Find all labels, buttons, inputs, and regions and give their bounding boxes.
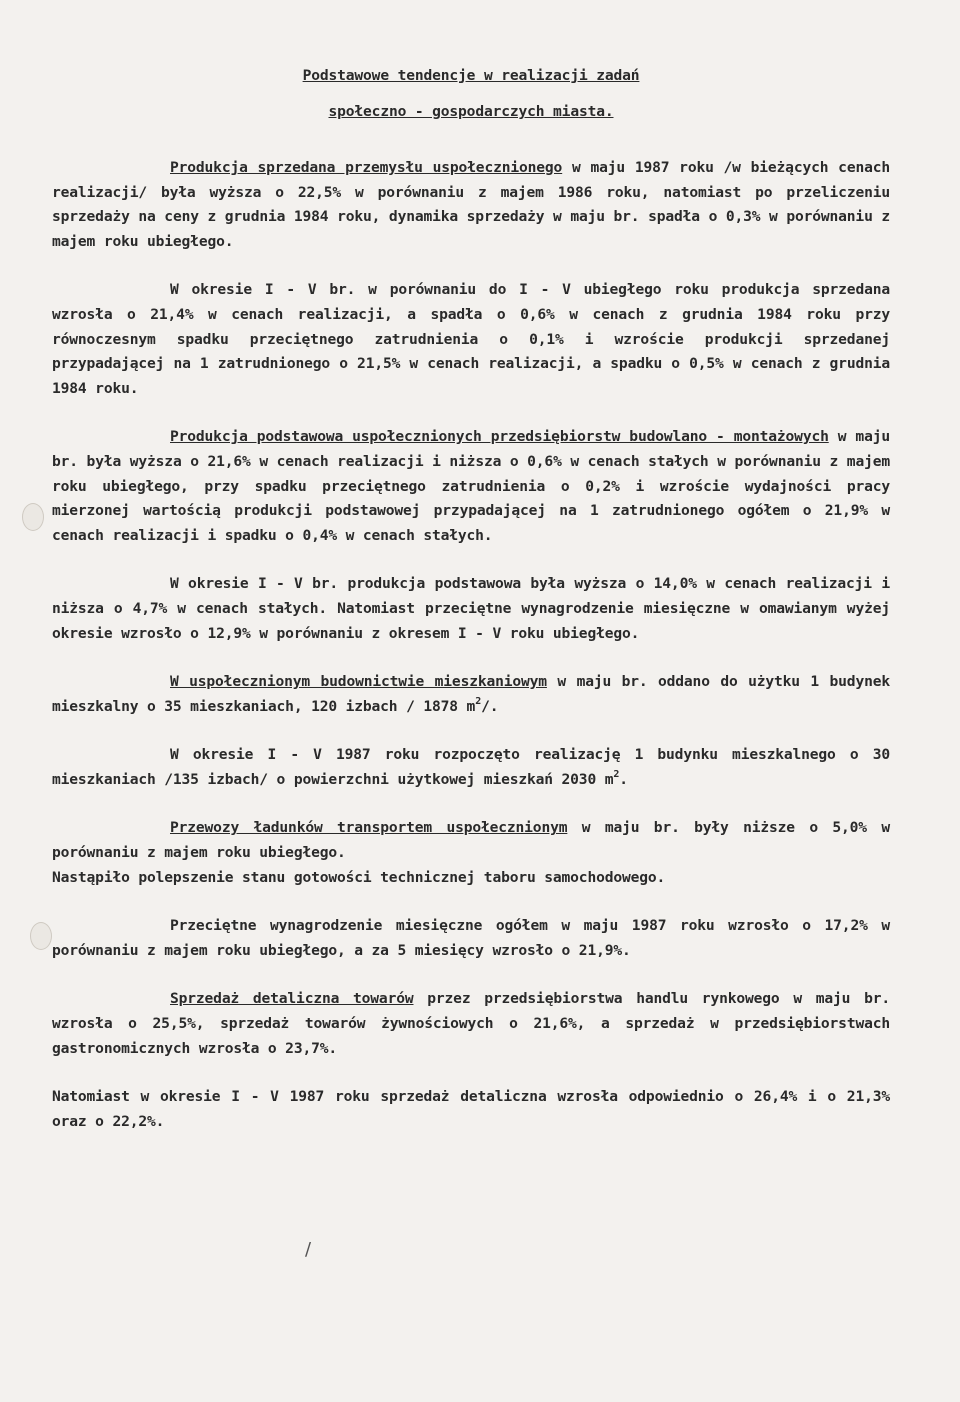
paragraph-tail: . (619, 770, 628, 788)
paragraph-retail-period (52, 1085, 890, 1134)
paragraph-body: W okresie I - V br. produkcja podstawowa była wyższa o 14,0% w cenach realizacji i niższa o 4,7% w cenach stałych. Natomiast przeciętne wynagrodzenie miesięczne w omawianym wyżej okresie wzrosło o 12,9% w porównaniu z okresem I - V roku ubiegłego. (52, 575, 890, 642)
paragraph-body: w maju br. były niższe o 5,0% w porównaniu z majem roku ubiegłego. (52, 819, 891, 862)
paragraph-industry-period (52, 278, 890, 401)
paragraph-tail: /. (481, 697, 499, 715)
paragraph-body: Przeciętne wynagrodzenie miesięczne ogółem w maju 1987 roku wzrosło o 17,2% w porównaniu z majem roku ubiegłego, a za 5 miesięcy wzrosło o 21,9%. (52, 917, 890, 959)
paragraph-construction-production (52, 425, 890, 548)
paragraph-lead: Produkcja sprzedana przemysłu uspołecznionego (170, 159, 563, 176)
superscript: 2 (475, 695, 482, 707)
document-title (52, 58, 890, 130)
paragraph-body: w maju br. była wyższa o 21,6% w cenach realizacji i niższa o 0,6% w cenach stałych w porównaniu z majem roku ubiegłego, przy spadku przeciętnego zatrudnienia o 0,2% i wzroście wydajności pracy mierzonej wartością produkcji podstawowej przypadającej na 1 zatrudnionego ogółem o 21,9% w cenach realizacji i spadku o 0,4% w cenach stałych. (52, 428, 890, 544)
paragraph-body: Natomiast w okresie I - V 1987 roku sprzedaż detaliczna wzrosła odpowiednio o 26,4% i o 21,3% oraz o 22,2%. (52, 1088, 890, 1130)
margin-mark: / (305, 1239, 311, 1260)
paragraph-lead: W uspołecznionym budownictwie mieszkaniowym (170, 673, 547, 691)
paragraph-body: Nastąpiło polepszenie stanu gotowości technicznej taboru samochodowego. (52, 868, 666, 886)
paragraph-body: przez przedsiębiorstwa handlu rynkowego w maju br. wzrosła o 25,5%, sprzedaż towarów żywnościowych o 21,6%, a sprzedaż w przedsiębiorstwach gastronomicznych wzrosła o 23,7%. (52, 990, 890, 1057)
superscript: 2 (613, 768, 620, 780)
punch-hole (22, 503, 44, 531)
paragraph-transport-note (52, 866, 890, 891)
paragraph-housing-may (52, 670, 890, 719)
paragraph-lead: Sprzedaż detaliczna towarów (170, 990, 414, 1008)
punch-hole (30, 922, 52, 950)
paragraph-body: w maju br. oddano do użytku 1 budynek mieszkalny o 35 mieszkaniach, 120 izbach / 1878 m (52, 673, 890, 715)
paragraph-industry-production (52, 156, 890, 254)
paragraph-housing-period (52, 743, 890, 792)
paragraph-body: W okresie I - V br. w porównaniu do I - V ubiegłego roku produkcja sprzedana wzrosła o 21,4% w cenach realizacji, a spadła o 0,6% w cenach z grudnia 1984 roku przy równoczesnym spadku przeciętnego zatrudnienia o 0,1% i wzroście produkcji sprzedanej przypadającej na 1 zatrudnionego o 21,5% w cenach realizacji, a spadku o 0,5% w cenach z grudnia 1984 roku. (52, 281, 890, 397)
paragraph-lead: Przewozy ładunków transportem uspołecznionym (170, 819, 568, 837)
paragraph-transport (52, 816, 890, 865)
paragraph-body: w maju 1987 roku /w bieżących cenach realizacji/ była wyższa o 22,5% w porównaniu z majem 1986 roku, natomiast po przeliczeniu sprzedaży na ceny z grudnia 1984 roku, dynamika sprzedaży w maju br. spadła o 0,3% w porównaniu z majem roku ubiegłego. (52, 159, 890, 250)
paragraph-body: W okresie I - V 1987 roku rozpoczęto realizację 1 budynku mieszkalnego o 30 mieszkaniach /135 izbach/ o powierzchni użytkowej mieszkań 2030 m (52, 746, 890, 788)
title-line-2: społeczno - gospodarczych miasta. (328, 103, 614, 120)
paragraph-wages (52, 914, 890, 963)
title-line-1: Podstawowe tendencje w realizacji zadań (302, 67, 640, 84)
paragraph-construction-period (52, 572, 890, 646)
paragraph-retail-sales (52, 987, 890, 1061)
paragraph-lead: Produkcja podstawowa uspołecznionych przedsiębiorstw budowlano - montażowych (170, 428, 829, 446)
